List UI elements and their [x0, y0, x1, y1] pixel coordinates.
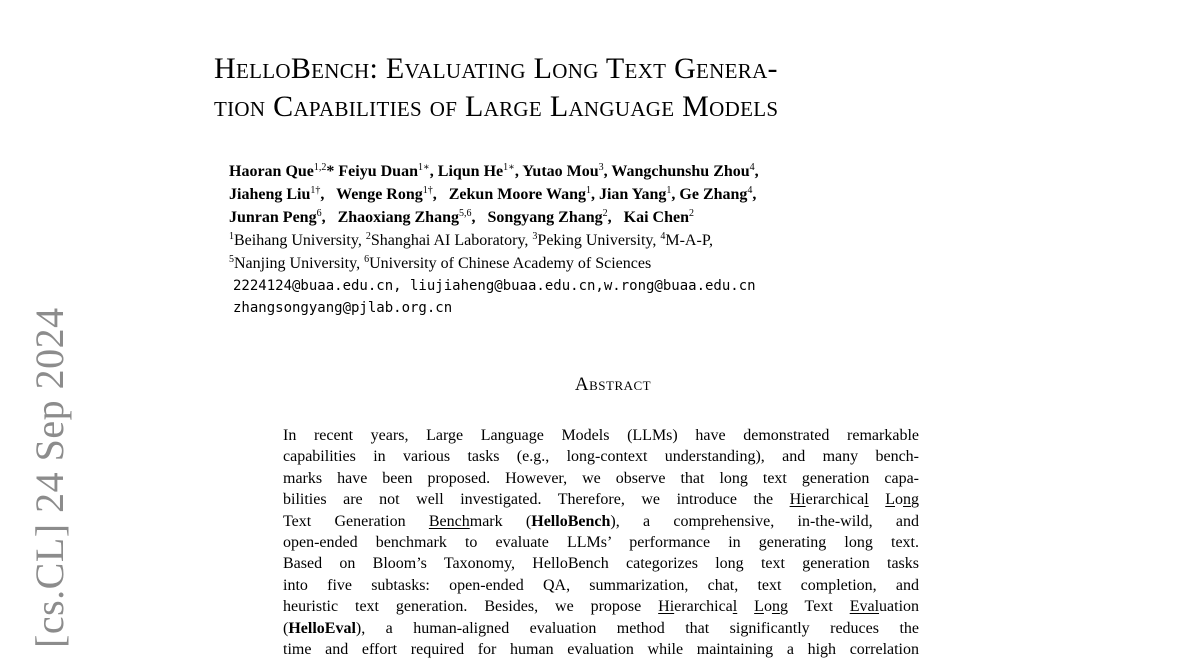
- author-name: Jian Yang: [598, 186, 667, 203]
- author-sup: 1: [666, 185, 672, 196]
- author-sup: 1,2: [313, 162, 327, 173]
- author-sup: 4: [749, 162, 755, 173]
- arxiv-side-stamp: [cs.CL] 24 Sep 2024: [27, 307, 72, 648]
- abstract-line: In recent years, Large Language Models (LLMs) have demonstrated remarkable: [283, 427, 919, 444]
- abstract-line: into five subtasks: open-ended QA, summarization, chat, text completion, and: [283, 576, 919, 594]
- affil-sup: 6: [364, 254, 370, 265]
- email-line-1[interactable]: 2224124@buaa.edu.cn, liujiaheng@buaa.edu.cn,w.rong@buaa.edu.cn: [233, 278, 756, 294]
- author-sup: 2: [688, 208, 694, 219]
- affiliation: Nanjing University: [234, 255, 357, 272]
- abstract-body: [283, 425, 919, 660]
- author-name: Songyang Zhang: [487, 209, 603, 226]
- author-name: Zekun Moore Wang: [448, 186, 586, 203]
- abstract-line: heuristic text generation. Besides, we propose Hierarchical Long Text Evaluation: [283, 598, 919, 616]
- author-name: Kai Chen: [623, 209, 689, 226]
- author-name: Yutao Mou: [522, 163, 599, 180]
- affiliation: Shanghai AI Laboratory: [370, 232, 525, 249]
- author-sup: 3: [598, 162, 604, 173]
- abstract-line: (HelloEval), a human-aligned evaluation method that significantly reduces the: [283, 619, 919, 637]
- affil-sup: 1: [229, 231, 234, 242]
- affiliations: [229, 229, 929, 275]
- affil-sup: 4: [660, 231, 666, 242]
- author-sup: 1∗: [503, 162, 515, 173]
- author-name: Haoran Que: [229, 163, 314, 180]
- affiliation: Beihang University: [234, 232, 358, 249]
- abstract-line: bilities are not well investigated. Therefore, we introduce the Hierarchical Long: [283, 491, 919, 509]
- affil-sup: 2: [365, 231, 371, 242]
- author-list: [229, 160, 929, 229]
- abstract-line: marks have been proposed. However, we observe that long text generation capa-: [283, 469, 919, 487]
- author-emails: [233, 275, 933, 319]
- author-name: Jiaheng Liu: [229, 186, 311, 203]
- author-name: Wangchunshu Zhou: [611, 163, 750, 180]
- affiliation-row: $^5$Nanjing University, $^6$University of Chinese Academy of Sciences: [229, 254, 652, 272]
- author-sup: 1∗: [417, 162, 430, 173]
- abstract-line: open-ended benchmark to evaluate LLMs’ performance in generating long text.: [283, 533, 919, 551]
- author-sup: 1†: [310, 185, 321, 196]
- abstract-line: capabilities in various tasks (e.g., long-context understanding), and many bench-: [283, 448, 919, 466]
- title-line-1: HelloBench: Evaluating Long Text Genera-: [214, 52, 778, 85]
- abstract-heading-text: Abstract: [574, 374, 652, 395]
- abstract-line: time and effort required for human evaluation while maintaining a high correlation: [283, 640, 919, 658]
- author-name: Liqun He: [437, 163, 504, 180]
- author-row: Jiaheng Liu$^{1\dagger}$, Wenge Rong$^{1\dagger}$, Zekun Moore Wang$^1$, Jian Yang$^1$, Ge Zhang$^4$,: [229, 185, 757, 203]
- abstract-line: Text Generation Benchmark (HelloBench), a comprehensive, in-the-wild, and: [283, 512, 919, 530]
- abstract-heading: [0, 374, 1200, 396]
- affil-sup: 5: [229, 254, 234, 265]
- paper-title: [214, 50, 994, 126]
- author-name: Feiyu Duan: [338, 163, 418, 180]
- affiliation: M-A-P: [665, 232, 709, 249]
- author-sup: 1: [585, 185, 591, 196]
- affiliation: University of Chinese Academy of Sciences: [369, 255, 652, 272]
- author-row: Haoran Que$^{1,2}$* Feiyu Duan$^{1∗}$, Liqun $He^{1∗}$, Yutao Mou$^3$, Wangchunshu Zhou$^4$,: [229, 162, 759, 180]
- abstract-line: Based on Bloom’s Taxonomy, HelloBench categorizes long text generation tasks: [283, 555, 919, 573]
- author-name: Ge Zhang: [679, 186, 748, 203]
- author-sup: 4: [747, 185, 753, 196]
- email-line-2[interactable]: zhangsongyang@pjlab.org.cn: [233, 300, 453, 316]
- affiliation-row: $^1$Beihang University, $^2$Shanghai AI Laboratory, $^3$Peking University, $^4$M-A-P,: [229, 231, 713, 249]
- affil-sup: 3: [532, 231, 538, 242]
- author-sup: 6: [316, 208, 322, 219]
- author-mark: *: [326, 163, 335, 180]
- author-name: Junran Peng: [229, 209, 317, 226]
- author-name: Zhaoxiang Zhang: [337, 209, 459, 226]
- author-name: Wenge Rong: [336, 186, 423, 203]
- author-sup: 2: [602, 208, 608, 219]
- author-sup: 5,6: [458, 208, 472, 219]
- affiliation: Peking University: [537, 232, 653, 249]
- author-sup: 1†: [422, 185, 433, 196]
- author-row: Junran Peng$^6$, Zhaoxiang Zhang$^{5,6}$, Songyang Zhang$^2$, Kai Chen$^2$: [229, 208, 694, 226]
- title-line-2: tion Capabilities of Large Language Models: [214, 90, 779, 123]
